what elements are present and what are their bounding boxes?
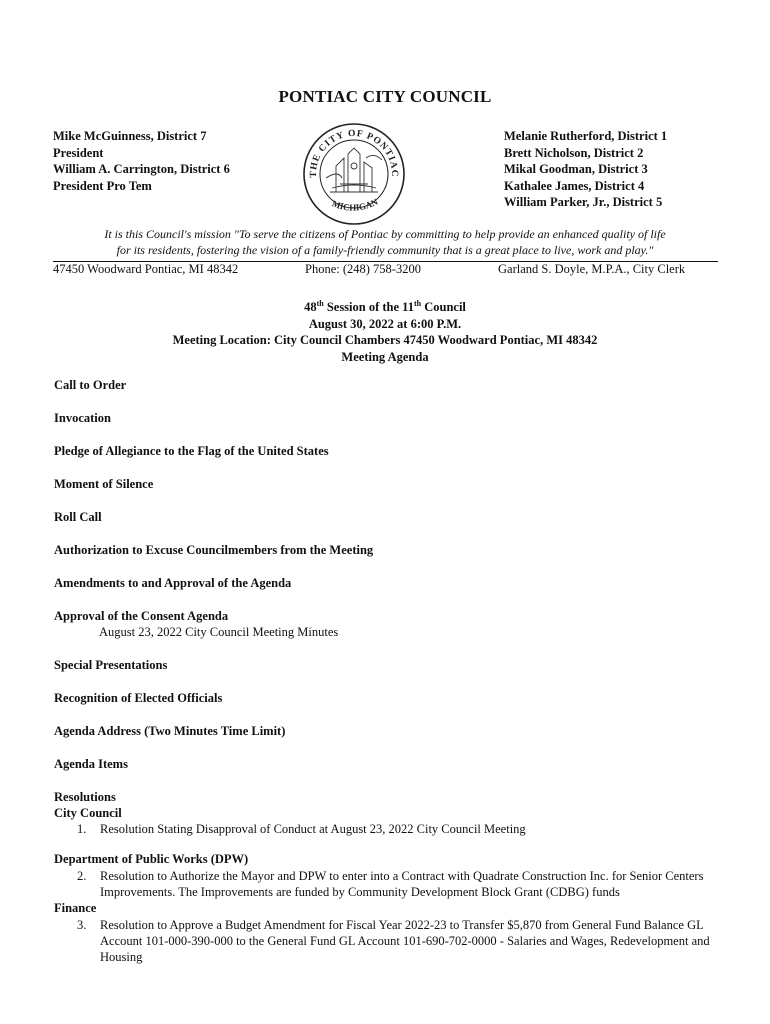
council-phone: Phone: (248) 758-3200 (305, 262, 421, 276)
agenda-amendments: Amendments to and Approval of the Agenda (54, 576, 292, 590)
finance-heading: Finance (54, 901, 97, 915)
officer-president-name: Mike McGuinness, District 7 (53, 129, 207, 143)
agenda-special-presentations: Special Presentations (54, 658, 168, 672)
agenda-consent-agenda: Approval of the Consent Agenda (54, 609, 229, 623)
mission-line-2: for its residents, fostering the vision of a family-friendly community that is a great place to live, work and play." (116, 243, 654, 257)
officer-president-title: President (53, 145, 104, 160)
council-num-suffix: th (413, 299, 422, 308)
agenda-items-heading: Agenda Items (54, 757, 128, 771)
right-officers-block (504, 128, 667, 211)
agenda-call-to-order: Call to Order (54, 378, 127, 392)
meeting-agenda-label: Meeting Agenda (341, 349, 429, 364)
svg-text:MICHIGAN (331, 196, 380, 212)
item-number: 1. (77, 822, 87, 836)
officer-pro-tem-name: William A. Carrington, District 6 (53, 162, 230, 176)
officer-district-1: Melanie Rutherford, District 1 (504, 129, 668, 143)
agenda-moment-of-silence: Moment of Silence (54, 477, 154, 491)
mission-statement (40, 226, 730, 258)
seal-bottom-text: MICHIGAN (330, 196, 380, 213)
item-number: 3. (77, 918, 87, 932)
item-text: Resolution to Authorize the Mayor and DPW to enter into a Contract with Quadrate Construction Inc. for Senior Centers Improvements. The Improvements are funded by Community Development Block Grant (CDBG) funds (100, 869, 704, 899)
agenda-recognition: Recognition of Elected Officials (54, 691, 223, 705)
agenda-invocation: Invocation (54, 411, 111, 425)
officer-district-5: William Parker, Jr., District 5 (504, 195, 663, 209)
officer-district-2: Brett Nicholson, District 2 (504, 145, 644, 160)
item-number: 2. (77, 869, 87, 883)
mission-line-1: It is this Council's mission "To serve the citizens of Pontiac by committing to help provide an enhanced quality of life (104, 227, 666, 241)
officer-pro-tem-title: President Pro Tem (53, 178, 152, 193)
seal-top-text: THE CITY OF PONTIAC (308, 128, 400, 178)
city-seal-logo (298, 118, 410, 230)
meeting-location: Meeting Location: City Council Chambers 47450 Woodward Pontiac, MI 48342 (172, 333, 598, 348)
session-info (0, 296, 770, 365)
dpw-heading: Department of Public Works (DPW) (54, 852, 249, 866)
item-text: Resolution to Approve a Budget Amendment for Fiscal Year 2022-23 to Transfer $5,870 from General Fund Balance GL Account 101-000-390-000 to the General Fund GL Account 101-690-702-0000 - Salaries and Wages, Redevelopment and Housing (100, 918, 710, 964)
session-num: 48 (304, 300, 317, 315)
session-mid-text: Session of the (323, 300, 403, 315)
officer-district-3: Mikal Goodman, District 3 (504, 162, 648, 176)
agenda-roll-call: Roll Call (54, 510, 102, 524)
session-end-text: Council (421, 300, 466, 315)
left-officers-block (53, 128, 230, 194)
session-num-suffix: th (316, 299, 324, 308)
document-title: PONTIAC CITY COUNCIL (278, 87, 492, 106)
meeting-date: August 30, 2022 at 6:00 P.M. (308, 316, 462, 331)
officer-district-4: Kathalee James, District 4 (504, 178, 645, 193)
city-council-heading: City Council (54, 806, 122, 820)
agenda-address: Agenda Address (Two Minutes Time Limit) (54, 724, 286, 738)
session-number (0, 296, 770, 316)
item-text: Resolution Stating Disapproval of Conduct at August 23, 2022 City Council Meeting (100, 822, 526, 836)
council-address: 47450 Woodward Pontiac, MI 48342 (53, 262, 239, 276)
council-num: 11 (402, 300, 414, 315)
agenda-pledge: Pledge of Allegiance to the Flag of the United States (54, 444, 329, 458)
consent-agenda-minutes: August 23, 2022 City Council Meeting Minutes (99, 625, 339, 639)
city-clerk: Garland S. Doyle, M.P.A., City Clerk (498, 262, 686, 276)
resolutions-heading: Resolutions (54, 790, 116, 804)
agenda-authorization: Authorization to Excuse Councilmembers from the Meeting (54, 543, 374, 557)
